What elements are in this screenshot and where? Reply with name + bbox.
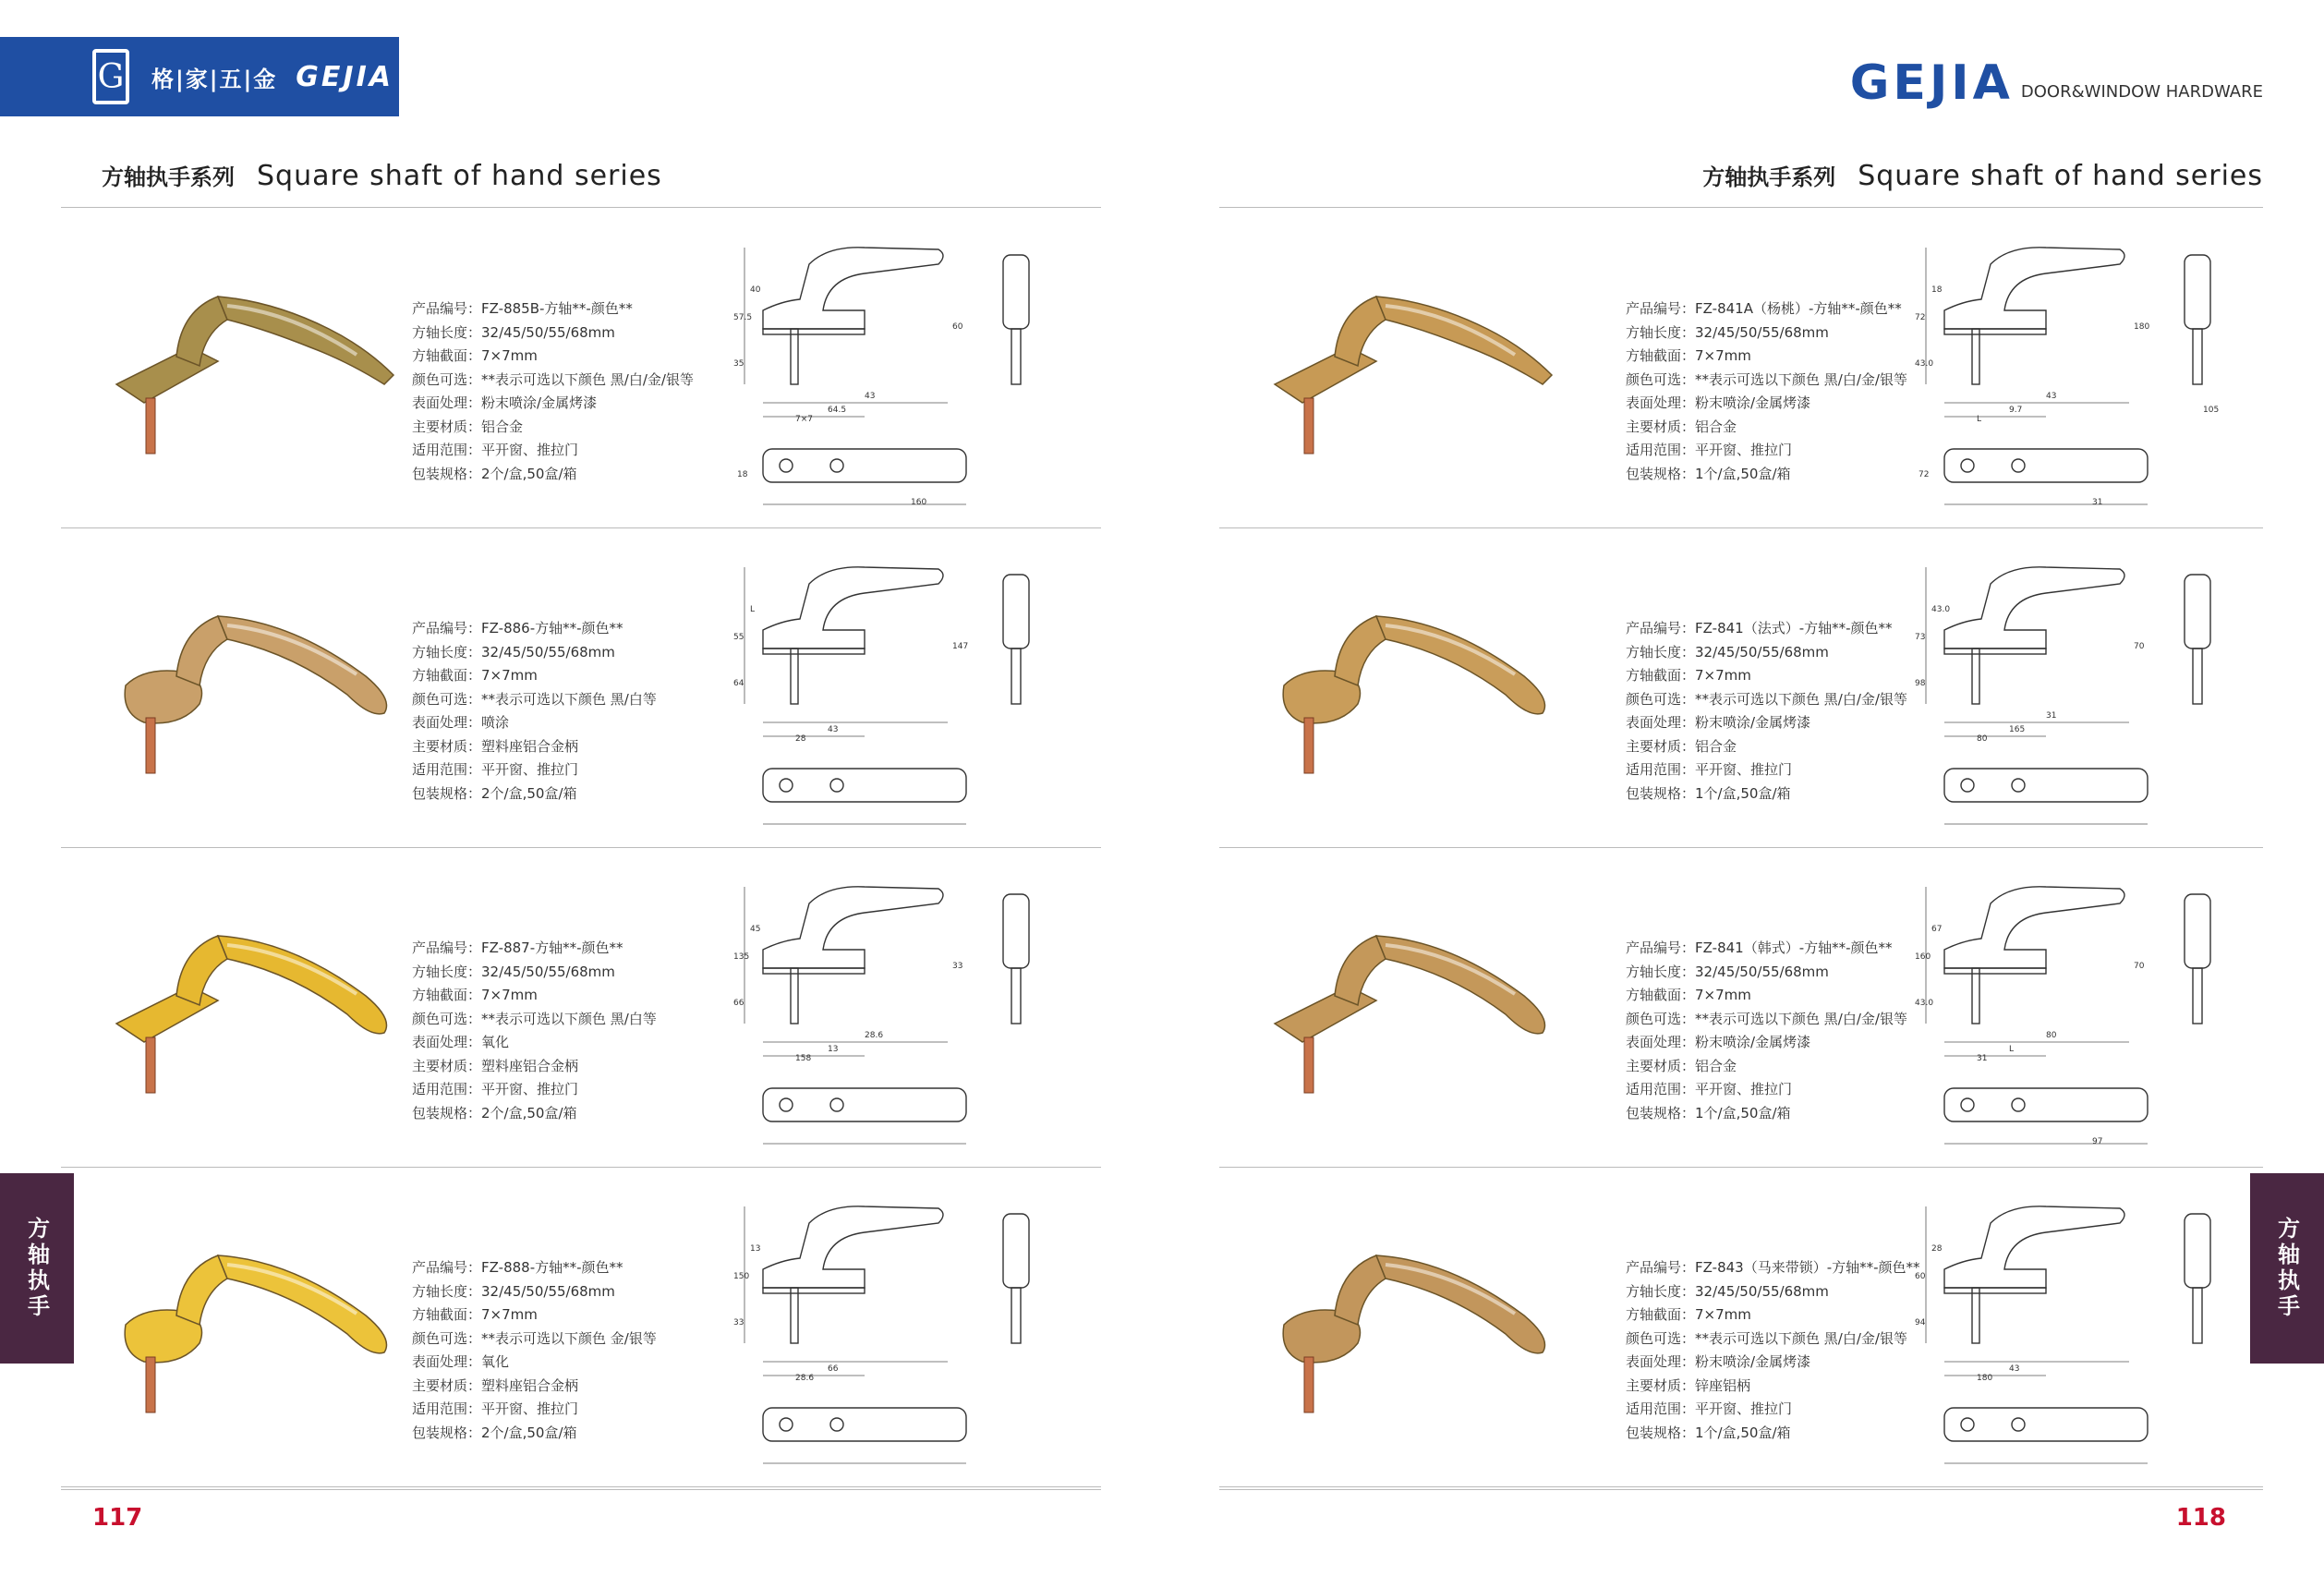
spec-value: 铝合金 — [1695, 1057, 1737, 1074]
spec-label: 适用范围： — [412, 761, 482, 778]
footer-divider — [61, 1489, 1101, 1490]
spec-value: 铝合金 — [1695, 737, 1737, 755]
product-photo — [89, 246, 403, 467]
dimension-label: 13 — [750, 1244, 761, 1254]
handle-shape — [1283, 616, 1544, 773]
brand-logo-left — [0, 37, 399, 116]
spec-value: 7×7mm — [1695, 1306, 1751, 1323]
dimension-label: 45 — [750, 925, 761, 934]
spec-value: 粉末喷涂/金属烤漆 — [1695, 394, 1811, 411]
spec-value: 粉末喷涂/金属烤漆 — [1695, 714, 1811, 731]
dimension-label: 98 — [1915, 679, 1926, 688]
spec-value: FZ-841（法式）-方轴**-颜色** — [1695, 620, 1893, 636]
spec-value: 塑料座铝合金柄 — [481, 737, 579, 755]
dimension-label: 73 — [1915, 633, 1926, 642]
dimension-label: 31 — [2092, 498, 2103, 507]
spec-label: 适用范围： — [1626, 1081, 1696, 1097]
brand-name-cn: 格|家|五|金 — [151, 66, 278, 92]
dimension-label: 57.5 — [733, 313, 753, 322]
dimension-label: L — [2009, 1045, 2015, 1054]
spec-label: 产品编号： — [412, 300, 482, 317]
spec-value: 7×7mm — [1695, 987, 1751, 1003]
dimension-label: 70 — [2134, 962, 2145, 971]
spec-value: 7×7mm — [481, 667, 538, 684]
spec-value: **表示可选以下颜色 黑/白等 — [481, 690, 657, 708]
dimension-label: 31 — [1977, 1054, 1988, 1063]
spec-value: 平开窗、推拉门 — [481, 1400, 579, 1417]
spec-value: 塑料座铝合金柄 — [481, 1057, 579, 1074]
dimension-label: 80 — [2046, 1031, 2057, 1040]
spec-value: 32/45/50/55/68mm — [1695, 963, 1829, 980]
technical-drawing — [708, 227, 1095, 523]
spec-value: 32/45/50/55/68mm — [1695, 1282, 1829, 1300]
product-row — [61, 1168, 1101, 1487]
dimension-label: L — [750, 605, 756, 614]
spec-value: 粉末喷涂/金属烤漆 — [481, 394, 598, 411]
spec-label: 产品编号： — [1626, 939, 1696, 956]
dimension-label: 160 — [1915, 952, 1931, 962]
spec-label: 适用范围： — [412, 442, 482, 458]
spec-label: 方轴截面： — [1626, 667, 1696, 684]
spec-label: 产品编号： — [1626, 620, 1696, 636]
spec-label: 表面处理： — [412, 394, 482, 411]
spec-label: 表面处理： — [412, 1353, 482, 1370]
spec-value: FZ-886-方轴**-颜色** — [481, 620, 623, 636]
spec-value: FZ-885B-方轴**-颜色** — [481, 300, 633, 317]
spec-label: 包装规格： — [412, 1424, 482, 1441]
spec-value: 32/45/50/55/68mm — [481, 1282, 615, 1300]
spec-label: 方轴截面： — [1626, 987, 1696, 1003]
dimension-label: 66 — [828, 1364, 839, 1374]
product-photo — [1247, 565, 1561, 787]
dimension-label: 40 — [750, 285, 761, 295]
handle-shape — [125, 1255, 386, 1412]
spec-value: 氧化 — [481, 1034, 510, 1050]
spec-value: 2个/盒,50盒/箱 — [481, 1104, 577, 1121]
spec-label: 包装规格： — [412, 784, 482, 802]
dimension-label: 158 — [795, 1054, 812, 1063]
spec-label: 颜色可选： — [412, 1329, 482, 1347]
dimension-label: 66 — [733, 999, 744, 1008]
dimension-label: 43.0 — [1915, 359, 1934, 369]
handle-shape — [1275, 297, 1552, 454]
spec-label: 主要材质： — [412, 1376, 482, 1394]
technical-drawing — [708, 547, 1095, 842]
spec-value: 2个/盒,50盒/箱 — [481, 784, 577, 802]
spec-label: 包装规格： — [1626, 1424, 1696, 1441]
spec-value: 1个/盒,50盒/箱 — [1695, 1104, 1791, 1121]
spec-label: 适用范围： — [412, 1400, 482, 1417]
product-photo — [1247, 1205, 1561, 1426]
spec-value: 平开窗、推拉门 — [1695, 761, 1793, 778]
product-photo — [89, 565, 403, 787]
spec-label: 产品编号： — [1626, 1259, 1696, 1276]
series-title-cn: 方轴执手系列 — [102, 164, 235, 190]
spec-label: 表面处理： — [412, 714, 482, 731]
spec-label: 方轴截面： — [1626, 1306, 1696, 1323]
spec-label: 主要材质： — [1626, 1057, 1696, 1074]
spec-label: 主要材质： — [1626, 737, 1696, 755]
dimension-label: 31 — [2046, 711, 2057, 721]
brand-tagline: DOOR&WINDOW HARDWARE — [2020, 82, 2263, 102]
product-row — [61, 209, 1101, 528]
spec-value: 锌座铝柄 — [1695, 1376, 1751, 1394]
product-row — [1219, 209, 2263, 528]
spec-value: 32/45/50/55/68mm — [481, 323, 615, 341]
spec-value: 平开窗、推拉门 — [1695, 442, 1793, 458]
spec-label: 方轴截面： — [412, 1306, 482, 1323]
spec-label: 主要材质： — [412, 418, 482, 435]
series-title-cn: 方轴执手系列 — [1702, 164, 1836, 190]
dimension-label: 150 — [733, 1272, 750, 1281]
spec-label: 主要材质： — [1626, 418, 1696, 435]
spec-label: 包装规格： — [1626, 465, 1696, 482]
dimension-label: 18 — [737, 470, 748, 479]
spec-value: 7×7mm — [1695, 347, 1751, 364]
spec-label: 颜色可选： — [412, 1010, 482, 1027]
spec-value: 平开窗、推拉门 — [1695, 1081, 1793, 1097]
spec-value: 平开窗、推拉门 — [481, 761, 579, 778]
spec-value: 粉末喷涂/金属烤漆 — [1695, 1353, 1811, 1370]
spec-value: **表示可选以下颜色 黑/白/金/银等 — [1695, 370, 1907, 388]
spec-value: **表示可选以下颜色 黑/白/金/银等 — [1695, 690, 1907, 708]
spec-value: 氧化 — [481, 1353, 510, 1370]
spec-value: 32/45/50/55/68mm — [481, 643, 615, 661]
side-tab: 方轴执手 — [0, 1173, 74, 1364]
spec-label: 主要材质： — [1626, 1376, 1696, 1394]
row-divider — [61, 1486, 1101, 1487]
spec-label: 方轴长度： — [1626, 963, 1696, 980]
spec-value: 1个/盒,50盒/箱 — [1695, 784, 1791, 802]
spec-value: FZ-888-方轴**-颜色** — [481, 1259, 623, 1276]
spec-label: 产品编号： — [412, 939, 482, 956]
product-photo — [1247, 246, 1561, 467]
dimension-label: 35 — [733, 359, 744, 369]
product-photo — [89, 885, 403, 1107]
spec-value: 平开窗、推拉门 — [481, 1081, 579, 1097]
dimension-label: 165 — [2009, 725, 2026, 734]
dimension-label: 43 — [828, 725, 839, 734]
spec-value: 粉末喷涂/金属烤漆 — [1695, 1034, 1811, 1050]
spec-label: 包装规格： — [412, 465, 482, 482]
spec-value: **表示可选以下颜色 黑/白/金/银等 — [1695, 1010, 1907, 1027]
spec-label: 适用范围： — [412, 1081, 482, 1097]
spec-value: 32/45/50/55/68mm — [1695, 643, 1829, 661]
spec-value: 7×7mm — [481, 347, 538, 364]
dimension-label: 33 — [952, 962, 963, 971]
spec-value: 2个/盒,50盒/箱 — [481, 465, 577, 482]
product-photo — [89, 1205, 403, 1426]
brand-name-en: GEJIA — [296, 60, 393, 93]
dimension-label: 43.0 — [1915, 999, 1934, 1008]
spec-label: 方轴截面： — [412, 347, 482, 364]
handle-shape — [116, 936, 387, 1093]
dimension-label: 94 — [1915, 1318, 1926, 1327]
spec-value: **表示可选以下颜色 黑/白/金/银等 — [481, 370, 694, 388]
product-row — [61, 528, 1101, 848]
dimension-label: 28 — [1931, 1244, 1943, 1254]
dimension-label: 147 — [952, 642, 969, 651]
product-row — [61, 848, 1101, 1168]
spec-label: 产品编号： — [1626, 300, 1696, 317]
dimension-label: 18 — [1931, 285, 1943, 295]
spec-label: 适用范围： — [1626, 442, 1696, 458]
spec-label: 方轴长度： — [412, 643, 482, 661]
dimension-label: 43 — [2009, 1364, 2020, 1374]
spec-label: 颜色可选： — [412, 370, 482, 388]
spec-value: 7×7mm — [481, 987, 538, 1003]
spec-label: 适用范围： — [1626, 761, 1696, 778]
spec-label: 产品编号： — [412, 620, 482, 636]
dimension-label: 55 — [733, 633, 744, 642]
dimension-label: 60 — [1915, 1272, 1926, 1281]
title-divider — [61, 207, 1101, 208]
spec-label: 适用范围： — [1626, 1400, 1696, 1417]
technical-drawing — [708, 867, 1095, 1162]
brand-logo-right — [1849, 55, 2263, 111]
dimension-label: 28.6 — [795, 1374, 815, 1383]
technical-drawing — [1903, 547, 2263, 842]
spec-value: FZ-841（韩式）-方轴**-颜色** — [1695, 939, 1893, 956]
spec-value: 铝合金 — [481, 418, 524, 435]
dimension-label: 160 — [911, 498, 927, 507]
dimension-label: 64 — [733, 679, 744, 688]
spec-label: 颜色可选： — [1626, 370, 1696, 388]
spec-value: 2个/盒,50盒/箱 — [481, 1424, 577, 1441]
spec-label: 方轴截面： — [412, 667, 482, 684]
spec-label: 方轴长度： — [412, 963, 482, 980]
spec-value: 7×7mm — [1695, 667, 1751, 684]
spec-value: 塑料座铝合金柄 — [481, 1376, 579, 1394]
dimension-label: 43.0 — [1931, 605, 1951, 614]
brand-wordmark: GEJIA — [1849, 55, 2014, 111]
spec-label: 颜色可选： — [1626, 1010, 1696, 1027]
spec-label: 方轴长度： — [412, 323, 482, 341]
spec-label: 包装规格： — [412, 1104, 482, 1121]
spec-value: **表示可选以下颜色 金/银等 — [481, 1329, 657, 1347]
spec-label: 方轴截面： — [412, 987, 482, 1003]
spec-value: 平开窗、推拉门 — [481, 442, 579, 458]
dimension-label: 180 — [1977, 1374, 1993, 1383]
footer-divider — [1219, 1489, 2263, 1490]
spec-label: 方轴长度： — [1626, 1282, 1696, 1300]
brand-mark-icon: G — [92, 49, 129, 104]
row-divider — [1219, 1486, 2263, 1487]
page-number: 117 — [92, 1504, 143, 1532]
dimension-label: 33 — [733, 1318, 744, 1327]
spec-value: 1个/盒,50盒/箱 — [1695, 465, 1791, 482]
spec-value: 32/45/50/55/68mm — [481, 963, 615, 980]
spec-label: 表面处理： — [412, 1034, 482, 1050]
side-tab: 方轴执手 — [2250, 1173, 2324, 1364]
dimension-label: 72 — [1919, 470, 1930, 479]
spec-label: 包装规格： — [1626, 1104, 1696, 1121]
dimension-label: 180 — [2134, 322, 2150, 332]
dimension-label: 105 — [2203, 406, 2220, 415]
spec-label: 主要材质： — [412, 737, 482, 755]
dimension-label: 60 — [952, 322, 963, 332]
page-right — [1162, 0, 2324, 1588]
spec-label: 方轴长度： — [1626, 643, 1696, 661]
spec-label: 表面处理： — [1626, 714, 1696, 731]
dimension-label: L — [1977, 415, 1982, 424]
product-photo — [1247, 885, 1561, 1107]
spec-label: 主要材质： — [412, 1057, 482, 1074]
dimension-label: 7×7 — [795, 415, 813, 424]
spec-label: 表面处理： — [1626, 1034, 1696, 1050]
spec-value: 1个/盒,50盒/箱 — [1695, 1424, 1791, 1441]
spec-value: 32/45/50/55/68mm — [1695, 323, 1829, 341]
dimension-label: 13 — [828, 1045, 839, 1054]
handle-shape — [116, 297, 393, 454]
dimension-label: 64.5 — [828, 406, 847, 415]
handle-shape — [1283, 1255, 1544, 1412]
dimension-label: 43 — [865, 392, 876, 401]
spec-label: 产品编号： — [412, 1259, 482, 1276]
spec-label: 颜色可选： — [1626, 1329, 1696, 1347]
spec-label: 包装规格： — [1626, 784, 1696, 802]
technical-drawing — [1903, 227, 2263, 523]
spec-label: 方轴长度： — [1626, 323, 1696, 341]
technical-drawing — [1903, 867, 2263, 1162]
spec-value: 平开窗、推拉门 — [1695, 1400, 1793, 1417]
dimension-label: 28.6 — [865, 1031, 884, 1040]
page-number: 118 — [2175, 1504, 2226, 1532]
dimension-label: 80 — [1977, 734, 1988, 744]
spec-value: 喷涂 — [481, 714, 510, 731]
dimension-label: 97 — [2092, 1137, 2103, 1146]
spec-label: 表面处理： — [1626, 1353, 1696, 1370]
spec-value: FZ-843（马来带锁）-方轴**-颜色** — [1695, 1259, 1920, 1276]
spec-label: 表面处理： — [1626, 394, 1696, 411]
spec-value: FZ-887-方轴**-颜色** — [481, 939, 623, 956]
dimension-label: 67 — [1931, 925, 1943, 934]
spec-label: 方轴长度： — [412, 1282, 482, 1300]
title-divider — [1219, 207, 2263, 208]
dimension-label: 70 — [2134, 642, 2145, 651]
series-title — [1702, 159, 2263, 192]
product-row — [1219, 528, 2263, 848]
dimension-label: 43 — [2046, 392, 2057, 401]
dimension-label: 9.7 — [2009, 406, 2023, 415]
handle-shape — [1275, 936, 1545, 1093]
dimension-label: 28 — [795, 734, 806, 744]
series-title-en: Square shaft of hand series — [257, 160, 662, 192]
spec-value: 铝合金 — [1695, 418, 1737, 435]
spec-value: **表示可选以下颜色 黑/白等 — [481, 1010, 657, 1027]
spec-label: 颜色可选： — [1626, 690, 1696, 708]
product-row — [1219, 848, 2263, 1168]
series-title-en: Square shaft of hand series — [1858, 160, 2263, 192]
technical-drawing — [708, 1186, 1095, 1482]
spec-value: 7×7mm — [481, 1306, 538, 1323]
product-row — [1219, 1168, 2263, 1487]
spec-value: **表示可选以下颜色 黑/白/金/银等 — [1695, 1329, 1907, 1347]
handle-shape — [125, 616, 386, 773]
technical-drawing — [1903, 1186, 2263, 1482]
dimension-label: 135 — [733, 952, 750, 962]
spec-value: FZ-841A（杨桃）-方轴**-颜色** — [1695, 300, 1902, 317]
spec-label: 方轴截面： — [1626, 347, 1696, 364]
series-title — [102, 159, 662, 192]
dimension-label: 72 — [1915, 313, 1926, 322]
spec-label: 颜色可选： — [412, 690, 482, 708]
